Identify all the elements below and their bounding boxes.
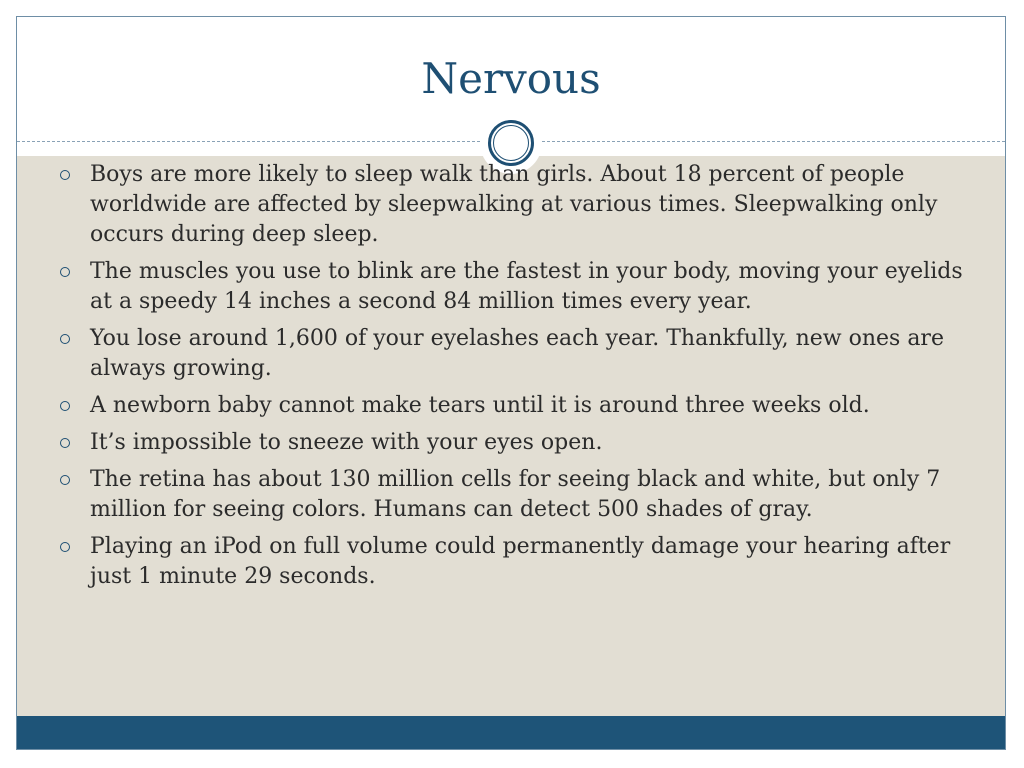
bullet-list	[58, 160, 978, 599]
ornament-inner-ring	[493, 125, 529, 161]
list-item	[58, 532, 978, 592]
hollow-circle-bullet-icon	[60, 542, 70, 552]
bullet-text: It’s impossible to sneeze with your eyes open.	[90, 430, 603, 455]
list-item	[58, 391, 978, 421]
hollow-circle-bullet-icon	[60, 334, 70, 344]
hollow-circle-bullet-icon	[60, 438, 70, 448]
bullet-text: Boys are more likely to sleep walk than girls. About 18 percent of people worldwide are affected by sleepwalking at various times. Sleepwalking only occurs during deep sleep.	[90, 162, 938, 247]
list-item	[58, 324, 978, 384]
bullet-text: Playing an iPod on full volume could permanently damage your hearing after just 1 minute 29 seconds.	[90, 534, 951, 589]
hollow-circle-bullet-icon	[60, 475, 70, 485]
footer-band	[17, 716, 1005, 750]
list-item	[58, 428, 978, 458]
hollow-circle-bullet-icon	[60, 170, 70, 180]
bullet-text: The retina has about 130 million cells for seeing black and white, but only 7 million for seeing colors. Humans can detect 500 shades of gray.	[90, 467, 941, 522]
bullet-text: The muscles you use to blink are the fastest in your body, moving your eyelids at a speedy 14 inches a second 84 million times every year.	[90, 259, 963, 314]
list-item	[58, 465, 978, 525]
bullet-text: You lose around 1,600 of your eyelashes each year. Thankfully, new ones are always growing.	[90, 326, 944, 381]
list-item	[58, 257, 978, 317]
bullet-text: A newborn baby cannot make tears until it is around three weeks old.	[90, 393, 870, 418]
hollow-circle-bullet-icon	[60, 401, 70, 411]
hollow-circle-bullet-icon	[60, 267, 70, 277]
slide-title: Nervous	[421, 54, 601, 103]
list-item	[58, 160, 978, 250]
